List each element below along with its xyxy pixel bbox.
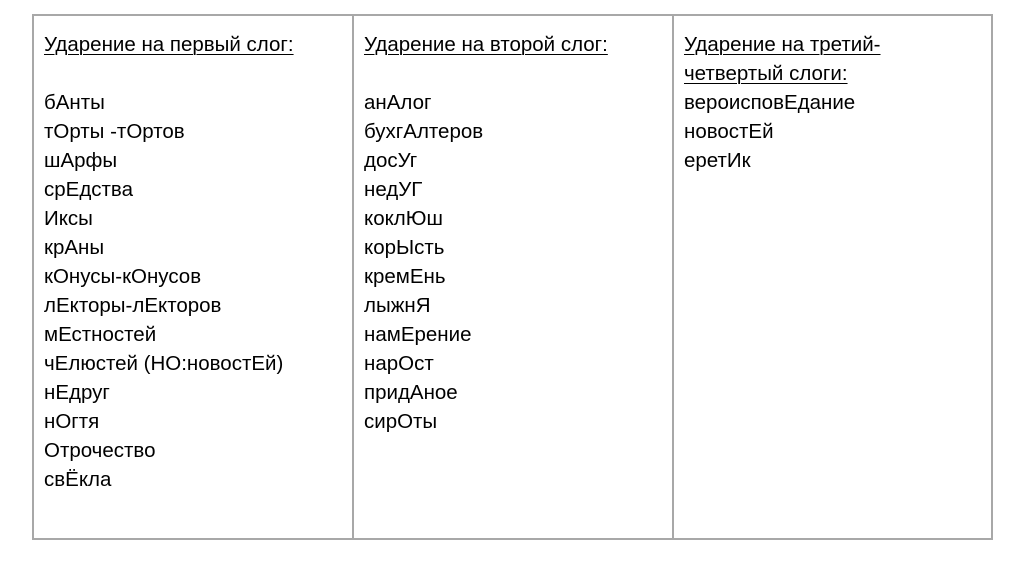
word-item: кремЕнь (364, 265, 446, 288)
word-item: тОрты -тОртов (44, 120, 185, 143)
column-header: Ударение на первый слог: (44, 33, 294, 56)
word-item: еретИк (684, 149, 751, 172)
word-item: коклЮш (364, 207, 443, 230)
word-item: нарОст (364, 352, 434, 375)
word-item: досУг (364, 149, 418, 172)
spacer (44, 59, 352, 88)
word-item: вероисповЕдание (684, 91, 856, 114)
word-item: Отрочество (44, 439, 156, 462)
word-item: намЕрение (364, 323, 472, 346)
word-item: придАное (364, 381, 458, 404)
column-first-syllable (34, 16, 354, 538)
word-item: нОгтя (44, 410, 100, 433)
word-item: Иксы (44, 207, 93, 230)
word-item: чЕлюстей (НО:новостЕй) (44, 352, 284, 375)
word-item: кОнусы-кОнусов (44, 265, 202, 288)
word-item: мЕстностей (44, 323, 157, 346)
column-third-fourth-syllable (674, 16, 991, 538)
word-item: срЕдства (44, 178, 133, 201)
column-header: Ударение на третий- четвертый слоги: (684, 33, 881, 85)
word-item: бАнты (44, 91, 105, 114)
word-item: нЕдруг (44, 381, 110, 404)
word-item: лыжнЯ (364, 294, 431, 317)
stress-rules-table (32, 14, 993, 540)
word-item: шАрфы (44, 149, 118, 172)
column-header: Ударение на второй слог: (364, 33, 608, 56)
spacer (364, 59, 672, 88)
word-item: крАны (44, 236, 105, 259)
word-item: новостЕй (684, 120, 774, 143)
word-item: недУГ (364, 178, 423, 201)
word-item: сирОты (364, 410, 438, 433)
column-second-syllable (354, 16, 674, 538)
word-item: лЕкторы-лЕкторов (44, 294, 222, 317)
word-item: корЫсть (364, 236, 445, 259)
word-item: свЁкла (44, 468, 112, 491)
word-item: анАлог (364, 91, 432, 114)
word-item: бухгАлтеров (364, 120, 484, 143)
